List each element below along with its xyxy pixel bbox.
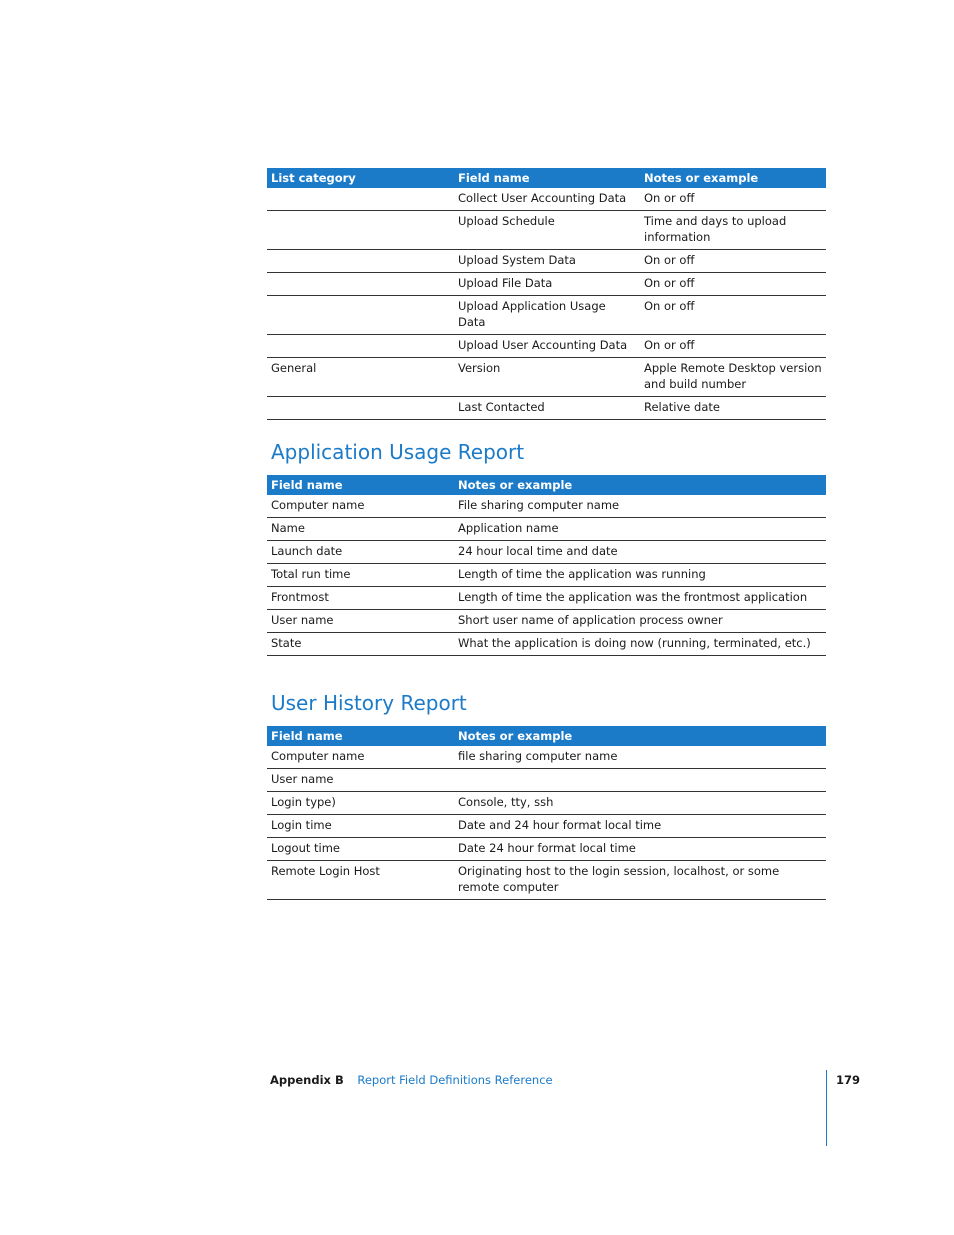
cell-list-category: General xyxy=(267,358,454,397)
page-number: 179 xyxy=(836,1073,861,1087)
cell-field-name: Computer name xyxy=(267,495,454,518)
user-history-report-heading: User History Report xyxy=(271,691,467,715)
cell-list-category xyxy=(267,211,454,250)
header-notes: Notes or example xyxy=(454,475,826,495)
cell-list-category xyxy=(267,250,454,273)
cell-notes: Originating host to the login session, localhost, or some remote computer xyxy=(454,861,826,900)
header-field-name: Field name xyxy=(454,168,640,188)
table-row xyxy=(267,495,826,518)
cell-notes: On or off xyxy=(640,188,826,211)
header-notes: Notes or example xyxy=(640,168,826,188)
table-row xyxy=(267,335,826,358)
table-row xyxy=(267,250,826,273)
cell-list-category xyxy=(267,296,454,335)
cell-field-name: Remote Login Host xyxy=(267,861,454,900)
cell-notes: file sharing computer name xyxy=(454,746,826,769)
cell-notes: On or off xyxy=(640,250,826,273)
cell-field-name: Upload System Data xyxy=(454,250,640,273)
cell-field-name: Computer name xyxy=(267,746,454,769)
cell-field-name: User name xyxy=(267,610,454,633)
table-row xyxy=(267,541,826,564)
table-header-row xyxy=(267,726,826,746)
cell-notes: Apple Remote Desktop version and build number xyxy=(640,358,826,397)
application-usage-table xyxy=(267,475,826,656)
table-row xyxy=(267,815,826,838)
cell-field-name: Name xyxy=(267,518,454,541)
cell-field-name: Upload Application Usage Data xyxy=(454,296,640,335)
cell-field-name: Upload Schedule xyxy=(454,211,640,250)
page-footer xyxy=(270,1072,553,1088)
cell-field-name: State xyxy=(267,633,454,656)
table-header-row xyxy=(267,168,826,188)
cell-notes: Console, tty, ssh xyxy=(454,792,826,815)
cell-notes: 24 hour local time and date xyxy=(454,541,826,564)
cell-field-name: Total run time xyxy=(267,564,454,587)
cell-field-name: Upload File Data xyxy=(454,273,640,296)
cell-field-name: Login time xyxy=(267,815,454,838)
table-row xyxy=(267,792,826,815)
cell-notes: On or off xyxy=(640,335,826,358)
footer-chapter-title: Report Field Definitions Reference xyxy=(357,1073,553,1087)
cell-notes: Length of time the application was the frontmost application xyxy=(454,587,826,610)
header-list-category: List category xyxy=(267,168,454,188)
cell-notes: Date and 24 hour format local time xyxy=(454,815,826,838)
cell-list-category xyxy=(267,335,454,358)
cell-field-name: Version xyxy=(454,358,640,397)
cell-notes: Short user name of application process owner xyxy=(454,610,826,633)
cell-notes: Application name xyxy=(454,518,826,541)
table-row xyxy=(267,610,826,633)
header-field-name: Field name xyxy=(267,726,454,746)
cell-notes: What the application is doing now (running, terminated, etc.) xyxy=(454,633,826,656)
cell-notes: Relative date xyxy=(640,397,826,420)
table-row xyxy=(267,769,826,792)
cell-notes: Date 24 hour format local time xyxy=(454,838,826,861)
footer-appendix-label: Appendix B xyxy=(270,1073,344,1087)
cell-notes: On or off xyxy=(640,296,826,335)
user-history-table-container xyxy=(267,726,826,900)
cell-list-category xyxy=(267,273,454,296)
cell-notes xyxy=(454,769,826,792)
cell-field-name: Login type) xyxy=(267,792,454,815)
table-row xyxy=(267,358,826,397)
list-fields-table xyxy=(267,168,826,420)
table-row xyxy=(267,273,826,296)
table-row xyxy=(267,518,826,541)
cell-field-name: Upload User Accounting Data xyxy=(454,335,640,358)
cell-notes: Time and days to upload information xyxy=(640,211,826,250)
cell-field-name: User name xyxy=(267,769,454,792)
cell-notes: File sharing computer name xyxy=(454,495,826,518)
table-row xyxy=(267,188,826,211)
table-row xyxy=(267,633,826,656)
header-field-name: Field name xyxy=(267,475,454,495)
user-history-table xyxy=(267,726,826,900)
table-row xyxy=(267,587,826,610)
footer-divider xyxy=(826,1070,827,1146)
cell-notes: On or off xyxy=(640,273,826,296)
cell-field-name: Frontmost xyxy=(267,587,454,610)
list-fields-table-container xyxy=(267,168,826,420)
table-row xyxy=(267,861,826,900)
application-usage-table-container xyxy=(267,475,826,656)
cell-field-name: Logout time xyxy=(267,838,454,861)
cell-field-name: Last Contacted xyxy=(454,397,640,420)
cell-list-category xyxy=(267,397,454,420)
cell-notes: Length of time the application was running xyxy=(454,564,826,587)
table-row xyxy=(267,296,826,335)
table-row xyxy=(267,564,826,587)
table-row xyxy=(267,838,826,861)
cell-field-name: Collect User Accounting Data xyxy=(454,188,640,211)
table-header-row xyxy=(267,475,826,495)
table-row xyxy=(267,211,826,250)
application-usage-report-heading: Application Usage Report xyxy=(271,440,525,464)
table-row xyxy=(267,746,826,769)
table-row xyxy=(267,397,826,420)
header-notes: Notes or example xyxy=(454,726,826,746)
cell-field-name: Launch date xyxy=(267,541,454,564)
cell-list-category xyxy=(267,188,454,211)
